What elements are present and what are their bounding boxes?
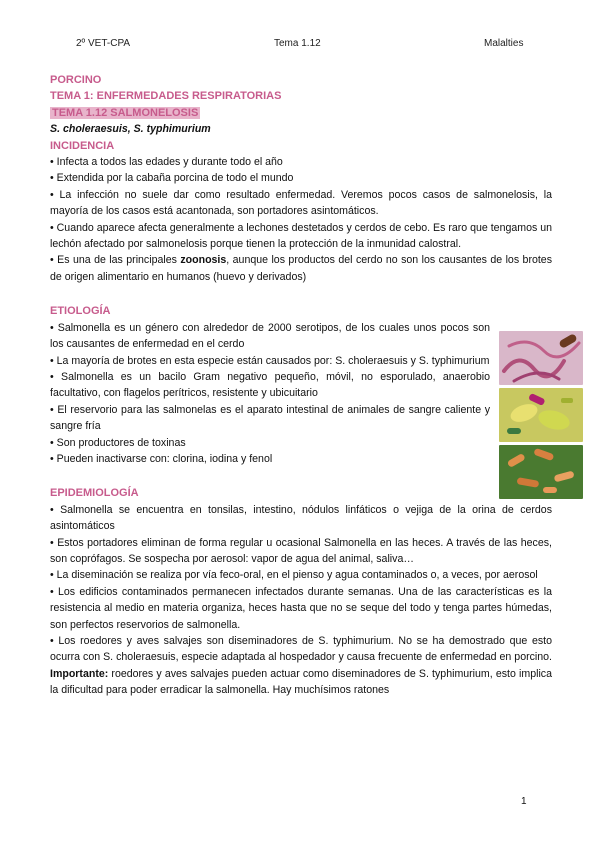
header-course: 2º VET-CPA bbox=[76, 38, 131, 49]
bacteria-micrograph-pink-icon bbox=[499, 331, 583, 385]
bacteria-micrograph-yellow-icon bbox=[499, 388, 583, 442]
important-label: Importante: bbox=[50, 667, 109, 680]
page-number: 1 bbox=[521, 796, 527, 807]
list-item-rodents: • Los roedores y aves salvajes son diseminadores de S. typhimurium. No se ha demostrado que esto ocurra con S. choleraesuis, especie adaptada al hospedador y causa frecuente de enfermedad en porcino. Importante: roedores y aves salvajes pueden actuar como diseminadores de S. typhimurium, esto implica la dificultad para poder erradicar la salmonella. Hay muchísimos ratones bbox=[50, 633, 552, 699]
list-item: • Los edificios contaminados permanecen infectados durante semanas. Una de las características es la resistencia al medio en materia organiza, heces hasta que no se seque del todo y tenga partes húmedas, son perfectos reservorios de salmonella. bbox=[50, 584, 552, 633]
header-subject: Malalties bbox=[484, 38, 524, 49]
list-item: • Cuando aparece afecta generalmente a lechones destetados y cerdos de cebo. Es raro que tengamos un lechón afectado por salmonelosis porque tienen la protección de la inmunidad calostral. bbox=[50, 220, 552, 253]
list-item: • Estos portadores eliminan de forma regular u ocasional Salmonella en las heces. A través de las heces, son coprófagos. Se sospecha por aerosol: vapor de agua del animal, saliva… bbox=[50, 535, 552, 568]
incidencia-heading: INCIDENCIA bbox=[50, 139, 115, 152]
list-item-zoonosis: • Es una de las principales zoonosis, aunque los productos del cerdo no son los causantes de los brotes de origen alimentario en humanos (huevo y derivados) bbox=[50, 252, 552, 285]
zoonosis-term: zoonosis bbox=[180, 254, 227, 267]
list-item: • Salmonella es un género con alrededor de 2000 serotipos, de los cuales unos pocos son los causantes de enfermedad en el cerdo bbox=[50, 320, 490, 353]
species-title: PORCINO bbox=[50, 74, 102, 86]
list-item: • La diseminación se realiza por vía feco-oral, en el pienso y agua contaminados o, a veces, por aerosol bbox=[50, 567, 552, 583]
header-topic: Tema 1.12 bbox=[274, 38, 321, 49]
list-item: • Salmonella es un bacilo Gram negativo pequeño, móvil, no esporulado, anaerobio facultativo, con flagelos perítricos, resistente y ubicuitario bbox=[50, 369, 490, 402]
bacteria-micrograph-green-icon bbox=[499, 445, 583, 499]
bacteria-images bbox=[499, 331, 583, 502]
etiologia-list bbox=[50, 320, 490, 468]
list-item: • La mayoría de brotes en esta especie están causados por: S. choleraesuis y S. typhimurium bbox=[50, 353, 490, 369]
list-item: • La infección no suele dar como resultado enfermedad. Veremos pocos casos de salmonelosis, la mayoría de los casos está acantonada, son portadores asintomáticos. bbox=[50, 187, 552, 220]
subtopic-title: TEMA 1.12 SALMONELOSIS bbox=[52, 106, 199, 119]
list-item: • Salmonella se encuentra en tonsilas, intestino, nódulos linfáticos o vejiga de la orina de cerdos asintomáticos bbox=[50, 502, 552, 535]
agents-line: S. choleraesuis, S. typhimurium bbox=[50, 123, 211, 136]
etiologia-heading: ETIOLOGÍA bbox=[50, 305, 111, 318]
list-item: • Extendida por la cabaña porcina de todo el mundo bbox=[50, 170, 552, 186]
list-item: • El reservorio para las salmonelas es el aparato intestinal de animales de sangre caliente y sangre fría bbox=[50, 402, 490, 435]
list-item: • Pueden inactivarse con: clorina, iodina y fenol bbox=[50, 451, 490, 467]
epidemiologia-heading: EPIDEMIOLOGÍA bbox=[50, 487, 139, 500]
list-item: • Son productores de toxinas bbox=[50, 435, 490, 451]
document-body bbox=[50, 72, 552, 699]
list-item: • Infecta a todos las edades y durante todo el año bbox=[50, 154, 552, 170]
topic-title: TEMA 1: ENFERMEDADES RESPIRATORIAS bbox=[50, 90, 282, 103]
